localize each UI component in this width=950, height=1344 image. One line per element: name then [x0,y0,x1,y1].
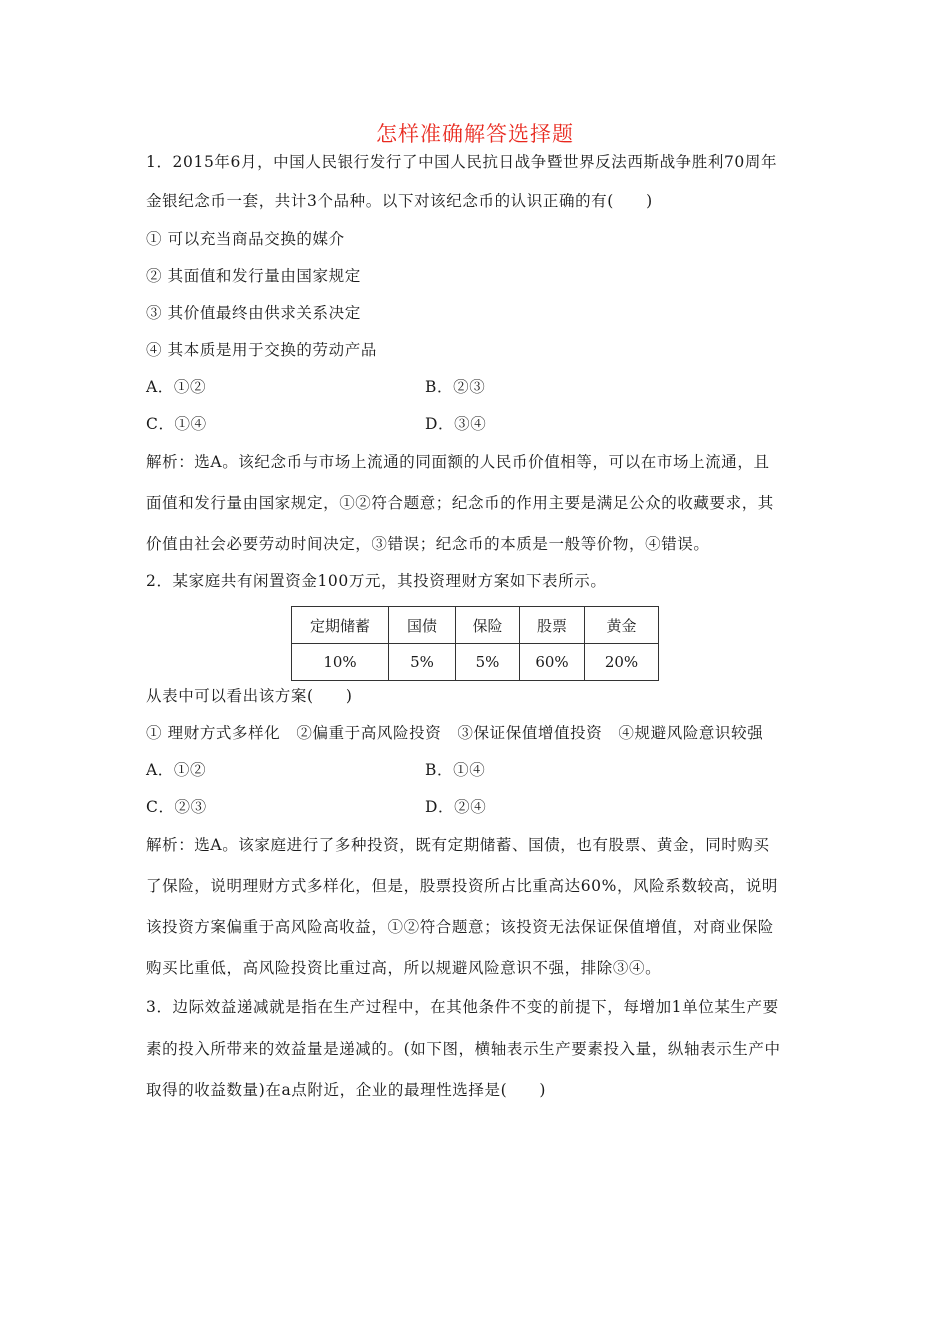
table-value-cell: 10% [292,644,389,681]
q2-option-a: A．①② [146,761,207,779]
q1-option-c: C．①④ [146,415,207,433]
table-value-cell: 5% [389,644,456,681]
table-header-cell: 黄金 [585,607,659,644]
table-header-cell: 保险 [456,607,520,644]
q2-question: 从表中可以看出该方案( ) [146,687,353,705]
q1-option-a: A．①② [146,378,207,396]
table-value-cell: 20% [585,644,659,681]
q1-item-4: ④ 其本质是用于交换的劳动产品 [146,341,377,359]
q2-option-b: B．①④ [425,761,486,779]
q3-stem-line-1: 3．边际效益递减就是指在生产过程中，在其他条件不变的前提下，每增加1单位某生产要 [146,998,779,1016]
q1-analysis-line-3: 价值由社会必要劳动时间决定，③错误；纪念币的本质是一般等价物，④错误。 [146,535,710,553]
q2-analysis-line-2: 了保险，说明理财方式多样化，但是，股票投资所占比重高达60%，风险系数较高，说明 [146,877,778,895]
q1-option-d: D．③④ [425,415,487,433]
q2-analysis-line-3: 该投资方案偏重于高风险高收益，①②符合题意；该投资无法保证保值增值，对商业保险 [146,918,774,936]
table-header-cell: 定期储蓄 [292,607,389,644]
q2-stem: 2．某家庭共有闲置资金100万元，其投资理财方案如下表所示。 [146,572,607,590]
q2-analysis-line-4: 购买比重低，高风险投资比重过高，所以规避风险意识不强，排除③④。 [146,959,662,977]
table-header-cell: 股票 [520,607,585,644]
q3-stem-line-2: 素的投入所带来的效益量是递减的。(如下图，横轴表示生产要素投入量，纵轴表示生产中 [146,1040,781,1058]
q1-item-1: ① 可以充当商品交换的媒介 [146,230,345,248]
q3-stem-line-3: 取得的收益数量)在a点附近，企业的最理性选择是( ) [146,1081,547,1099]
q1-analysis-line-2: 面值和发行量由国家规定，①②符合题意；纪念币的作用主要是满足公众的收藏要求，其 [146,494,774,512]
q2-analysis-line-1: 解析：选A。该家庭进行了多种投资，既有定期储蓄、国债，也有股票、黄金，同时购买 [146,836,770,854]
q1-item-2: ② 其面值和发行量由国家规定 [146,267,361,285]
q1-stem-line-2: 金银纪念币一套，共计3个品种。以下对该纪念币的认识正确的有( ) [146,192,653,210]
page-title: 怎样准确解答选择题 [376,122,574,146]
q1-option-b: B．②③ [425,378,486,396]
q1-analysis-line-1: 解析：选A。该纪念币与市场上流通的同面额的人民币价值相等，可以在市场上流通，且 [146,453,770,471]
table-header-cell: 国债 [389,607,456,644]
q1-stem-line-1: 1．2015年6月，中国人民银行发行了中国人民抗日战争暨世界反法西斯战争胜利70周年 [146,153,778,171]
table-value-cell: 60% [520,644,585,681]
investment-table [291,606,659,681]
q2-option-c: C．②③ [146,798,207,816]
q2-option-d: D．②④ [425,798,487,816]
q1-item-3: ③ 其价值最终由供求关系决定 [146,304,361,322]
table-value-cell: 5% [456,644,520,681]
q2-items: ① 理财方式多样化 ②偏重于高风险投资 ③保证保值增值投资 ④规避风险意识较强 [146,724,764,742]
table-row [292,644,659,681]
table-header-row [292,607,659,644]
